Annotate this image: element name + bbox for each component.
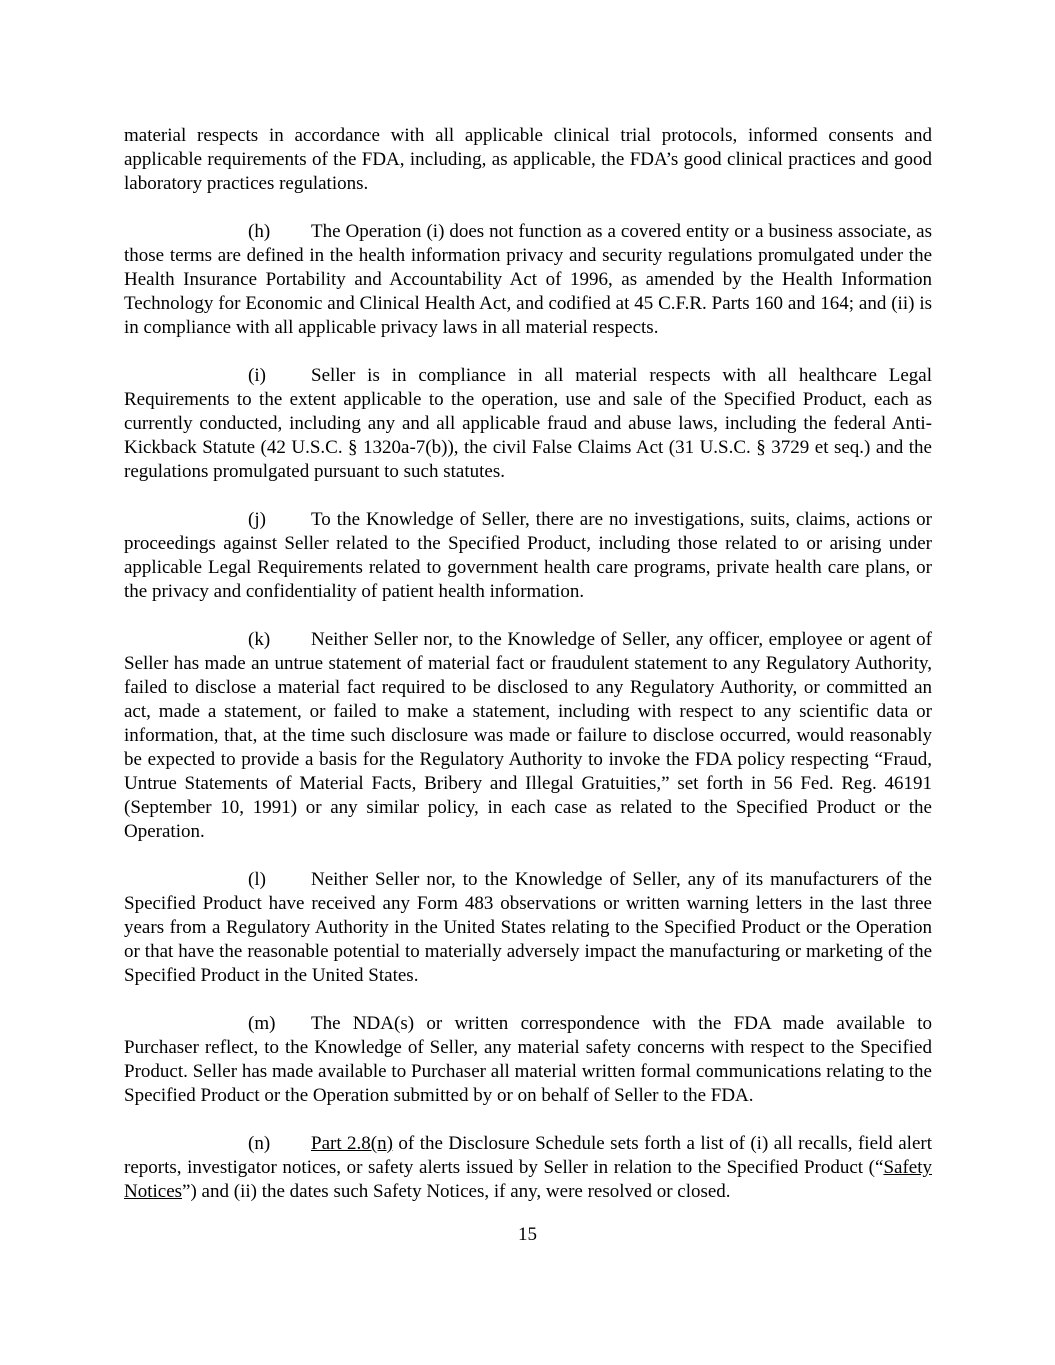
paragraph-l-text: Neither Seller nor, to the Knowledge of Seller, any of its manufacturers of the Specified Product have received any Form 483 observations or written warning letters in the last three years from a Regulatory Authority in the United States relating to the Specified Product or the Operation or that have the reasonable potential to materially adversely impact the manufacturing or marketing of the Specified Product in the United States. <box>124 869 932 986</box>
document-page <box>124 124 932 1204</box>
paragraph-i-label: (i) <box>248 365 266 386</box>
paragraph-j <box>124 508 932 604</box>
page-number: 15 <box>518 1224 537 1245</box>
paragraph-j-text: To the Knowledge of Seller, there are no investigations, suits, claims, actions or proceedings against Seller related to the Specified Product, including those related to or arising under applicable Legal Requirements related to government health care programs, private health care plans, or the privacy and confidentiality of patient health information. <box>124 509 932 602</box>
paragraph-l-label: (l) <box>248 869 266 890</box>
paragraph-n-text-1: of the Disclosure Schedule sets forth a list of (i) all recalls, field alert reports, investigator notices, or safety alerts issued by Seller in relation to the Specified Product (“ <box>124 1133 932 1178</box>
paragraph-continuation-text: material respects in accordance with all applicable clinical trial protocols, informed consents and applicable requirements of the FDA, including, as applicable, the FDA’s good clinical practices and good laboratory practices regulations. <box>124 125 932 194</box>
paragraph-h-label: (h) <box>248 221 271 242</box>
paragraph-n-label: (n) <box>248 1133 271 1154</box>
defined-term-safety-notices: Safety Notices <box>124 1157 932 1202</box>
paragraph-n-text-2: ”) and (ii) the dates such Safety Notices, if any, were resolved or closed. <box>182 1181 731 1202</box>
paragraph-h <box>124 220 932 340</box>
paragraph-i-text: Seller is in compliance in all material respects with all healthcare Legal Requirements to the extent applicable to the operation, use and sale of the Specified Product, each as currently conducted, including any and all applicable fraud and abuse laws, including the federal Anti-Kickback Statute (42 U.S.C. § 1320a-7(b)), the civil False Claims Act (31 U.S.C. § 3729 et seq.) and the regulations promulgated pursuant to such statutes. <box>124 365 932 482</box>
schedule-reference: Part 2.8(n) <box>311 1133 393 1154</box>
paragraph-continuation <box>124 124 932 196</box>
paragraph-l <box>124 868 932 988</box>
paragraph-k-label: (k) <box>248 629 271 650</box>
paragraph-m-text: The NDA(s) or written correspondence with the FDA made available to Purchaser reflect, to the Knowledge of Seller, any material safety concerns with respect to the Specified Product. Seller has made available to Purchaser all material written formal communications relating to the Specified Product or the Operation submitted by or on behalf of Seller to the FDA. <box>124 1013 932 1106</box>
paragraph-m <box>124 1012 932 1108</box>
paragraph-j-label: (j) <box>248 509 266 530</box>
paragraph-k <box>124 628 932 844</box>
paragraph-h-text: The Operation (i) does not function as a covered entity or a business associate, as those terms are defined in the health information privacy and security regulations promulgated under the Health Insurance Portability and Accountability Act of 1996, as amended by the Health Information Technology for Economic and Clinical Health Act, and codified at 45 C.F.R. Parts 160 and 164; and (ii) is in compliance with all applicable privacy laws in all material respects. <box>124 221 932 338</box>
paragraph-i <box>124 364 932 484</box>
paragraph-k-text: Neither Seller nor, to the Knowledge of Seller, any officer, employee or agent of Seller has made an untrue statement of material fact or fraudulent statement to any Regulatory Authority, failed to disclose a material fact required to be disclosed to any Regulatory Authority, or committed an act, made a statement, or failed to make a statement, including with respect to any scientific data or information, that, at the time such disclosure was made or failure to disclose occurred, would reasonably be expected to provide a basis for the Regulatory Authority to invoke the FDA policy respecting “Fraud, Untrue Statements of Material Facts, Bribery and Illegal Gratuities,” set forth in 56 Fed. Reg. 46191 (September 10, 1991) or any similar policy, in each case as related to the Specified Product or the Operation. <box>124 629 932 842</box>
paragraph-n <box>124 1132 932 1204</box>
paragraph-m-label: (m) <box>248 1013 276 1034</box>
